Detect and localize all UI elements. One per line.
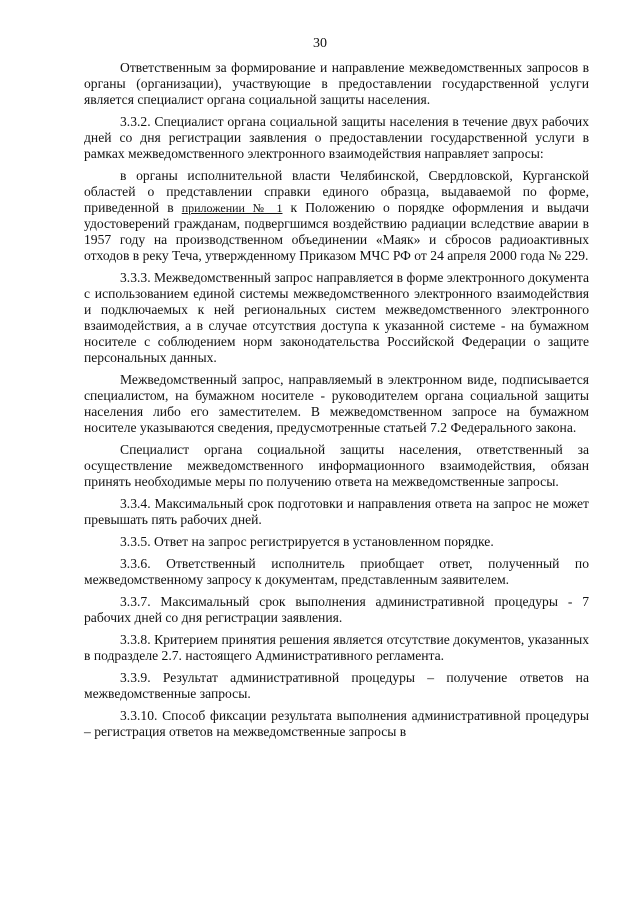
paragraph-responsible: Ответственным за формирование и направление межведомственных запросов в органы (организации), участвующие в предоставлении государственной услуги является специалист органа социальной защиты населения. (84, 60, 589, 107)
paragraph-3-3-8: 3.3.8. Критерием принятия решения является отсутствие документов, указанных в подразделе 2.7. настоящего Административного регламента. (84, 632, 589, 663)
paragraph-3-3-6: 3.3.6. Ответственный исполнитель приобщает ответ, полученный по межведомственному запросу к документам, представленным заявителем. (84, 556, 589, 587)
paragraph-text: к Положению о порядке оформления и выдачи удостоверений гражданам, подвергшимся воздействию радиации вследствие аварии в 1957 году на производственном объединении «Маяк» и сбросов радиоактивных отходов в реку Теча, утвержденному Приказом МЧС РФ от 24 апреля 2000 года № 229. (84, 200, 589, 263)
document-body (84, 60, 589, 746)
paragraph-3-3-3: 3.3.3. Межведомственный запрос направляется в форме электронного документа с использованием единой системы межведомственного электронного взаимодействия и подключаемых к ней региональных систем межведомственного электронного взаимодействия, а в случае отсутствия доступа к указанной системе - на бумажном носителе с соблюдением норм законодательства Российской Федерации о защите персональных данных. (84, 270, 589, 365)
paragraph-3-3-9: 3.3.9. Результат административной процедуры – получение ответов на межведомственные запросы. (84, 670, 589, 701)
page-number: 30 (313, 36, 327, 51)
paragraph-specialist-duty: Специалист органа социальной защиты населения, ответственный за осуществление межведомственного информационного взаимодействия, обязан принять необходимые меры по получению ответа на межведомственные запросы. (84, 442, 589, 489)
appendix-link[interactable]: приложении № 1 (181, 201, 283, 215)
paragraph-3-3-10: 3.3.10. Способ фиксации результата выполнения административной процедуры – регистрация ответов на межведомственные запросы в (84, 708, 589, 739)
paragraph-text: в органы исполнительной власти Челябинской, Свердловской, Курганской областей о представлении справки единого образца, выдаваемой по форме, приведенной в (84, 168, 589, 215)
paragraph-3-3-4: 3.3.4. Максимальный срок подготовки и направления ответа на запрос не может превышать пять рабочих дней. (84, 496, 589, 527)
paragraph-requests-to-authorities (84, 168, 589, 264)
paragraph-3-3-2: 3.3.2. Специалист органа социальной защиты населения в течение двух рабочих дней со дня регистрации заявления о предоставлении государственной услуги в рамках межведомственного электронного взаимодействия направляет запросы: (84, 114, 589, 161)
paragraph-request-signing: Межведомственный запрос, направляемый в электронном виде, подписывается специалистом, на бумажном носителе - руководителем органа социальной защиты населения либо его заместителем. В межведомственном запросе на бумажном носителе указываются сведения, предусмотренные статьей 7.2 Федерального закона. (84, 372, 589, 435)
paragraph-3-3-7: 3.3.7. Максимальный срок выполнения административной процедуры - 7 рабочих дней со дня регистрации заявления. (84, 594, 589, 625)
paragraph-3-3-5: 3.3.5. Ответ на запрос регистрируется в установленном порядке. (120, 534, 494, 549)
